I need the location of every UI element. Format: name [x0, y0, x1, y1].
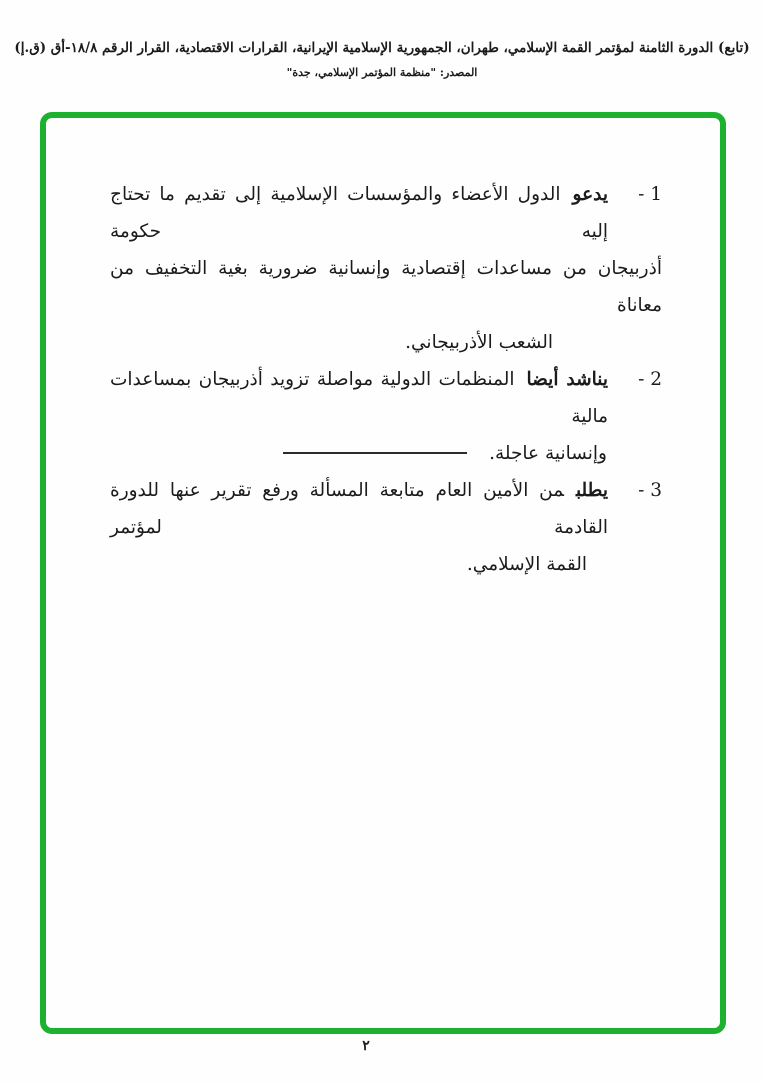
document-header [0, 38, 764, 81]
clause-3-keyword: يطلب [575, 480, 608, 501]
clause-3-line-1 [110, 472, 662, 546]
clause-1-text: الدول الأعضاء والمؤسسات الإسلامية إلى تقديم ما تحتاج إليه حكومة [110, 184, 608, 242]
header-source: المصدر: "منظمة المؤتمر الإسلامي، جدة" [286, 66, 478, 79]
clause-1-number: 1 - [638, 184, 662, 205]
clause-1-keyword: يدعو [572, 184, 608, 205]
header-title: (تابع) الدورة الثامنة لمؤتمر القمة الإسلامي، طهران، الجمهورية الإسلامية الإيرانية، القرارات الاقتصادية، القرار الرقم ١٨/٨-أق (ق.إ) [14, 40, 750, 56]
clause-2 [110, 361, 662, 472]
clause-2-number: 2 - [638, 369, 662, 390]
page-number: ٢ [362, 1038, 370, 1054]
clause-3-text: من الأمين العام متابعة المسألة ورفع تقرير عنها للدورة القادمة لمؤتمر [110, 480, 608, 538]
clause-1-line-1 [110, 176, 662, 250]
clause-3-text-start [110, 472, 608, 546]
clause-1-line-3: الشعب الأذربيجاني. [405, 332, 553, 353]
clause-3-line-2: القمة الإسلامي. [466, 554, 587, 575]
clause-2-keyword: يناشد أيضا [526, 369, 608, 390]
clause-1 [110, 176, 662, 361]
clause-3 [110, 472, 662, 583]
separator-line [283, 452, 467, 454]
clause-3-number: 3 - [638, 480, 662, 501]
resolution-clauses [110, 176, 662, 583]
clause-2-line-1 [110, 361, 662, 435]
clause-1-text-start [110, 176, 608, 250]
clause-2-text: المنظمات الدولية مواصلة تزويد أذربيجان بمساعدات مالية [110, 369, 608, 427]
clause-2-text-start [110, 361, 608, 435]
clause-1-line-2: أذربيجان من مساعدات إقتصادية وإنسانية ضرورية بغية التخفيف من معاناة [110, 258, 662, 316]
clause-2-line-2: وإنسانية عاجلة. [489, 443, 607, 464]
